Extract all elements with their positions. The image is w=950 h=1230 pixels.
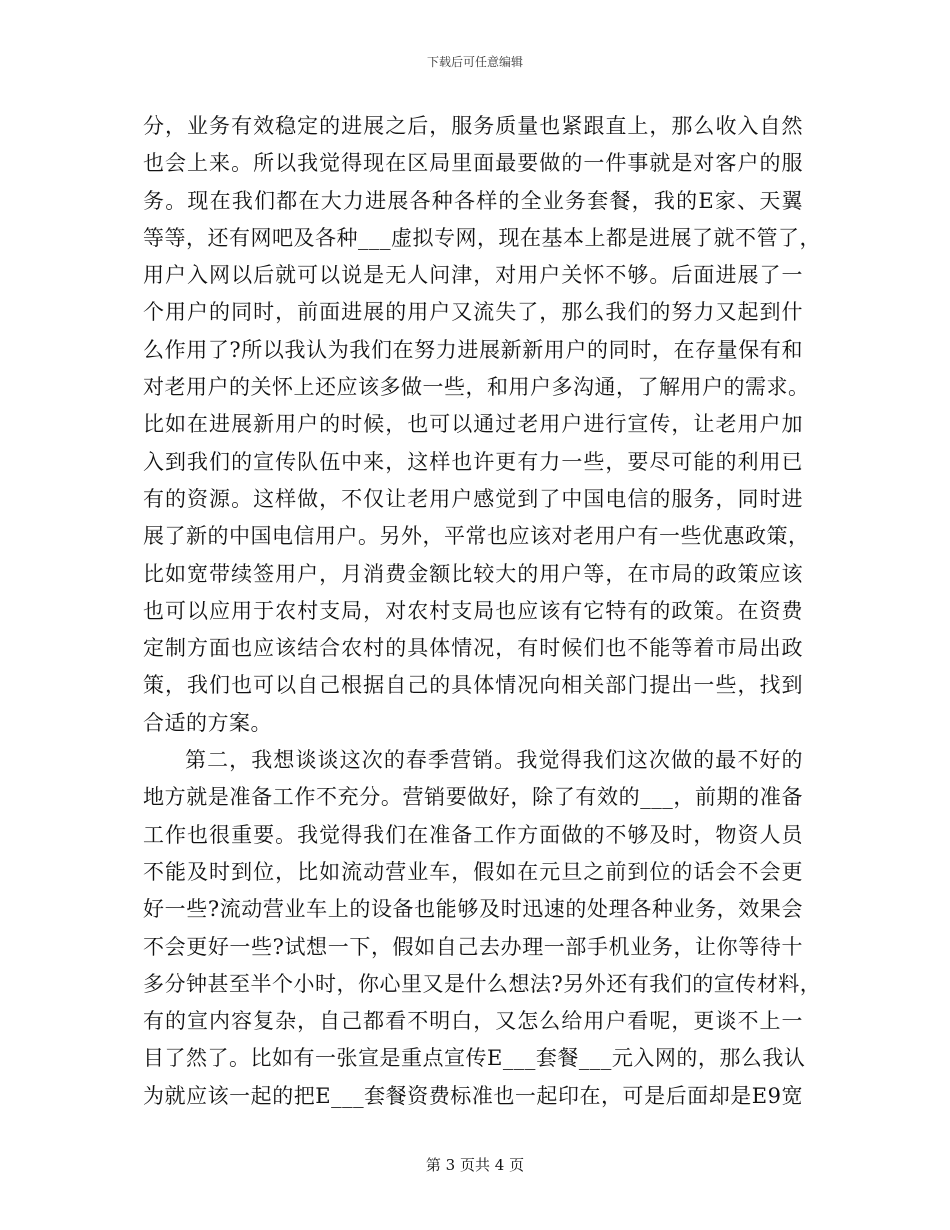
text-line: 有的资源。这样做，不仅让老用户感觉到了中国电信的服务，同时进 [143, 486, 803, 511]
text-line: 比如在进展新用户的时候，也可以通过老用户进行宣传，让老用户加 [143, 412, 803, 437]
text-line: 不能及时到位，比如流动营业车，假如在元旦之前到位的话会不会更 [143, 859, 803, 884]
text-line: 么作用了?所以我认为我们在努力进展新新用户的同时，在存量保有和 [143, 337, 803, 362]
text-line: 好一些?流动营业车上的设备也能够及时迅速的处理各种业务，效果会 [143, 897, 803, 922]
text-line: 个用户的同时，前面进展的用户又流失了，那么我们的努力又起到什 [143, 300, 803, 325]
text-line: 多分钟甚至半个小时，你心里又是什么想法?另外还有我们的宣传材料， [143, 971, 822, 996]
text-line: 对老用户的关怀上还应该多做一些，和用户多沟通，了解用户的需求。 [143, 375, 810, 400]
text-line: 等等，还有网吧及各种___虚拟专网，现在基本上都是进展了就不管了， [143, 225, 821, 250]
text-line: 分，业务有效稳定的进展之后，服务质量也紧跟直上，那么收入自然 [143, 114, 803, 138]
text-line: 也会上来。所以我觉得现在区局里面最要做的一件事就是对客户的服 [143, 151, 803, 176]
text-line: 也可以应用于农村支局，对农村支局也应该有它特有的政策。在资费 [143, 598, 803, 623]
page-footer: 第 3 页共 4 页 [425, 1156, 525, 1174]
text-line: 比如宽带续签用户，月消费金额比较大的用户等，在市局的政策应该 [143, 561, 803, 586]
text-line: 定制方面也应该结合农村的具体情况，有时候们也不能等着市局出政 [143, 636, 803, 661]
text-line: 入到我们的宣传队伍中来，这样也许更有力一些，要尽可能的利用已 [143, 449, 803, 474]
text-line: 有的宣内容复杂，自己都看不明白，又怎么给用户看呢，更谈不上一 [143, 1009, 803, 1034]
text-line: 务。现在我们都在大力进展各种各样的全业务套餐，我的E家、天翼 [143, 188, 803, 213]
text-line: 为就应该一起的把E___套餐资费标准也一起印在，可是后面却是E9宽 [143, 1083, 803, 1108]
text-line: 策，我们也可以自己根据自己的具体情况向相关部门提出一些，找到 [143, 673, 803, 698]
text-line: 地方就是准备工作不充分。营销要做好，除了有效的___，前期的准备 [143, 785, 803, 810]
text-line: 不会更好一些?试想一下，假如自己去办理一部手机业务，让你等待十 [143, 934, 803, 959]
paragraph-end-line: 合适的方案。 [143, 710, 272, 735]
text-line: 展了新的中国电信用户。另外，平常也应该对老用户有一些优惠政策， [143, 524, 810, 549]
text-line: 用户入网以后就可以说是无人问津，对用户关怀不够。后面进展了一 [143, 263, 803, 288]
document-body [143, 108, 822, 1115]
text-line: 目了然了。比如有一张宣是重点宣传E___套餐___元入网的，那么我认 [143, 1046, 806, 1071]
paragraph-start-line: 第二，我想谈谈这次的春季营销。我觉得我们这次做的最不好的 [185, 748, 803, 773]
page-header: 下载后可任意编辑 [426, 55, 523, 69]
text-line: 工作也很重要。我觉得我们在准备工作方面做的不够及时，物资人员 [143, 822, 803, 847]
